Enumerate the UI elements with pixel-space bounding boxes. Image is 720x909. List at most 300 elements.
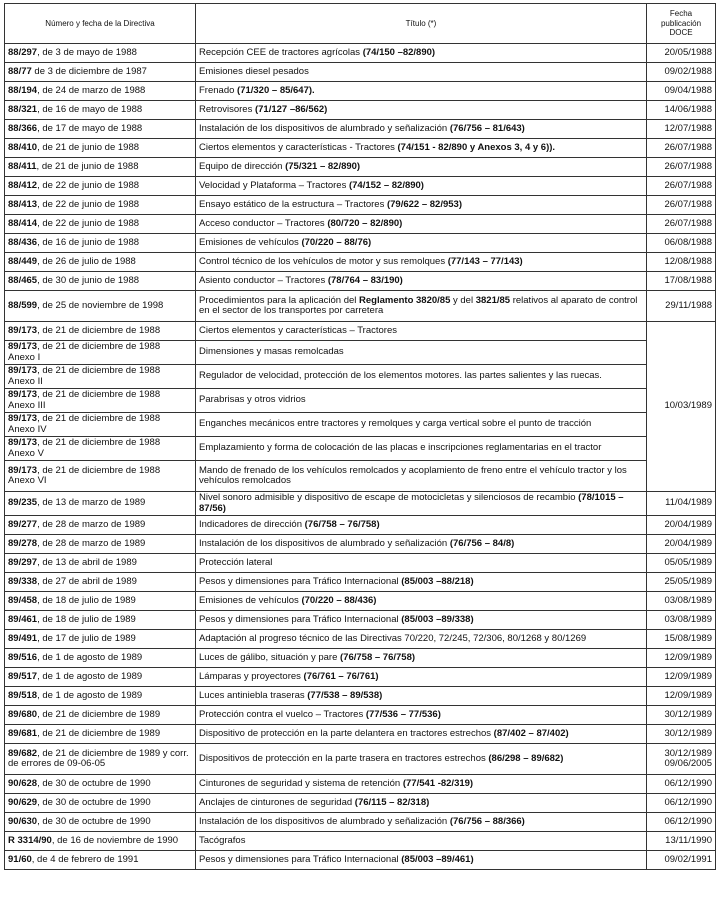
title-reference: (76/761 – 76/761) xyxy=(303,670,379,682)
title-text: Instalación de los dispositivos de alumbrado y señalización xyxy=(199,537,450,549)
directive-number: 89/491 xyxy=(8,632,38,644)
directive-number-date xyxy=(5,389,196,413)
directive-number: 88/321 xyxy=(8,103,38,115)
table-row xyxy=(5,687,716,706)
directive-title xyxy=(196,82,647,101)
directive-number-date xyxy=(5,341,196,365)
directive-number-date xyxy=(5,649,196,668)
directive-number-date xyxy=(5,44,196,63)
directive-date: , de 1 de agosto de 1989 xyxy=(37,689,143,701)
title-reference: (76/758 – 76/758) xyxy=(304,518,380,530)
title-text: Enganches mecánicos entre tractores y remolques y carga vertical sobre el punto de tracción xyxy=(199,418,592,430)
table-row xyxy=(5,82,716,101)
table-row xyxy=(5,492,716,516)
publication-date: 12/07/1988 xyxy=(647,120,716,139)
publication-date: 29/11/1988 xyxy=(647,291,716,322)
directive-title xyxy=(196,322,647,341)
directive-title xyxy=(196,120,647,139)
table-row xyxy=(5,668,716,687)
directive-number-date xyxy=(5,215,196,234)
directive-date: , de 21 de diciembre de 1989 y corr. de errores de 09-06-05 xyxy=(8,747,189,769)
directive-number-date xyxy=(5,744,196,775)
title-reference: (86/298 – 89/682) xyxy=(488,752,564,764)
title-text: Acceso conductor – Tractores xyxy=(199,217,328,229)
directive-number-date xyxy=(5,63,196,82)
directive-number-date xyxy=(5,535,196,554)
directive-date: , de 26 de julio de 1988 xyxy=(37,255,136,267)
directive-date: , de 1 de agosto de 1989 xyxy=(37,651,143,663)
publication-date: 06/12/1990 xyxy=(647,775,716,794)
directive-title xyxy=(196,413,647,437)
publication-date: 11/04/1989 xyxy=(647,492,716,516)
directive-title xyxy=(196,461,647,492)
title-text: Anclajes de cinturones de seguridad xyxy=(199,796,355,808)
table-row xyxy=(5,851,716,870)
title-reference: (76/756 – 88/366) xyxy=(449,815,525,827)
directive-number-date xyxy=(5,177,196,196)
title-text: Emisiones diesel pesados xyxy=(199,65,309,77)
directive-number-date xyxy=(5,82,196,101)
directive-title xyxy=(196,687,647,706)
directives-table xyxy=(4,3,716,870)
directive-number: 88/449 xyxy=(8,255,38,267)
table-row xyxy=(5,706,716,725)
directive-number: 89/458 xyxy=(8,594,38,606)
directive-title xyxy=(196,706,647,725)
directive-title xyxy=(196,851,647,870)
directive-number-date xyxy=(5,611,196,630)
directive-number-date xyxy=(5,101,196,120)
header-title: Título (*) xyxy=(196,4,647,44)
table-row xyxy=(5,139,716,158)
publication-date: 03/08/1989 xyxy=(647,611,716,630)
directive-number: 89/173 xyxy=(8,413,38,424)
title-reference: (85/003 –88/218) xyxy=(401,575,474,587)
directive-number-date xyxy=(5,272,196,291)
directive-number: 88/465 xyxy=(8,274,38,286)
directive-number: 89/516 xyxy=(8,651,38,663)
table-row xyxy=(5,253,716,272)
directive-title xyxy=(196,177,647,196)
table-row xyxy=(5,177,716,196)
directive-date: , de 16 de junio de 1988 xyxy=(37,236,140,248)
directive-number: 90/630 xyxy=(8,815,38,827)
title-reference: (76/756 – 81/643) xyxy=(449,122,525,134)
directive-number: 88/411 xyxy=(8,160,37,172)
directive-title xyxy=(196,630,647,649)
directive-number: 89/173 xyxy=(8,365,38,376)
publication-date: 17/08/1988 xyxy=(647,272,716,291)
publication-date: 30/12/1989 xyxy=(647,725,716,744)
directive-number: 89/173 xyxy=(8,464,38,476)
table-row xyxy=(5,413,716,437)
table-row xyxy=(5,101,716,120)
directive-title xyxy=(196,492,647,516)
directive-number: 89/338 xyxy=(8,575,38,587)
directive-date: , de 22 de junio de 1988 xyxy=(37,179,140,191)
directive-number-date xyxy=(5,775,196,794)
table-row xyxy=(5,389,716,413)
title-text: Emisiones de vehículos xyxy=(199,594,302,606)
directive-title xyxy=(196,437,647,461)
table-row xyxy=(5,611,716,630)
directive-date: , de 21 de diciembre de 1989 xyxy=(37,727,161,739)
title-reference: (71/127 –86/562) xyxy=(254,103,328,115)
directive-number: 89/297 xyxy=(8,556,38,568)
directive-number-date xyxy=(5,461,196,492)
table-row xyxy=(5,120,716,139)
directive-date: , de 21 de junio de 1988 xyxy=(37,141,140,153)
title-reference: (75/321 – 82/890) xyxy=(285,160,361,172)
directive-title xyxy=(196,554,647,573)
title-text: Ciertos elementos y características – Tractores xyxy=(199,324,397,336)
directive-number-date xyxy=(5,554,196,573)
table-row xyxy=(5,234,716,253)
table-row xyxy=(5,437,716,461)
directive-date: , de 21 de diciembre de 1988 Anexo VI xyxy=(8,464,161,486)
title-reference: Reglamento 3820/85 xyxy=(359,294,451,306)
directive-title xyxy=(196,44,647,63)
directive-number: 89/173 xyxy=(8,324,38,336)
directive-number-date xyxy=(5,832,196,851)
directive-date: , de 17 de julio de 1989 xyxy=(37,632,136,644)
directive-date: , de 21 de junio de 1988 xyxy=(36,160,139,172)
table-header-row xyxy=(5,4,716,44)
directive-title xyxy=(196,196,647,215)
directive-number-date xyxy=(5,668,196,687)
title-text: y del xyxy=(450,294,476,306)
directive-date: , de 25 de noviembre de 1998 xyxy=(37,299,164,311)
publication-date: 15/08/1989 xyxy=(647,630,716,649)
directive-number-date xyxy=(5,322,196,341)
directive-number-date xyxy=(5,813,196,832)
title-reference: (70/220 – 88/76) xyxy=(301,236,372,248)
directive-number-date xyxy=(5,687,196,706)
title-text: Instalación de los dispositivos de alumbrado y señalización xyxy=(199,815,450,827)
table-row xyxy=(5,215,716,234)
publication-date: 30/12/1989 xyxy=(647,706,716,725)
title-text: Ciertos elementos y características - Tractores xyxy=(199,141,398,153)
directive-number-date xyxy=(5,592,196,611)
title-reference: (85/003 –89/338) xyxy=(401,613,474,625)
title-text: Control técnico de los vehículos de motor y sus remolques xyxy=(199,255,448,267)
directive-number: 89/278 xyxy=(8,537,38,549)
table-row xyxy=(5,44,716,63)
directive-date: , de 27 de abril de 1989 xyxy=(37,575,137,587)
publication-date: 26/07/1988 xyxy=(647,158,716,177)
directive-number: 88/77 xyxy=(8,65,32,77)
directive-title xyxy=(196,744,647,775)
directive-number: 89/173 xyxy=(8,437,38,448)
title-reference: (77/541 -82/319) xyxy=(402,777,474,789)
header-publication-date: Fecha publicación DOCE xyxy=(647,4,716,44)
table-row xyxy=(5,158,716,177)
title-text: Luces de gálibo, situación y pare xyxy=(199,651,341,663)
directive-title xyxy=(196,215,647,234)
title-reference: 3821/85 xyxy=(475,294,511,306)
title-reference: (77/538 – 89/538) xyxy=(307,689,383,701)
table-row xyxy=(5,744,716,775)
table-row xyxy=(5,322,716,341)
publication-date: 26/07/1988 xyxy=(647,196,716,215)
directive-number: R 3314/90 xyxy=(8,834,52,846)
title-reference: (74/151 - 82/890 y Anexos 3, 4 y 6)). xyxy=(397,141,556,153)
title-text: Lámparas y proyectores xyxy=(199,670,304,682)
directive-number: 89/517 xyxy=(8,670,38,682)
directive-date: , de 30 de junio de 1988 xyxy=(37,274,140,286)
directive-date: , de 17 de mayo de 1988 xyxy=(37,122,143,134)
directive-date: , de 22 de junio de 1988 xyxy=(37,198,140,210)
directive-number-date xyxy=(5,253,196,272)
table-row xyxy=(5,832,716,851)
directive-number-date xyxy=(5,413,196,437)
title-text: Mando de frenado de los vehículos remolcados y acoplamiento de freno entre el vehículo tractor y los vehículos remolcados xyxy=(199,464,627,486)
title-reference: (77/143 – 77/143) xyxy=(447,255,523,267)
title-text: Recepción CEE de tractores agrícolas xyxy=(199,46,363,58)
table-row xyxy=(5,649,716,668)
table-body xyxy=(5,44,716,870)
table-row xyxy=(5,813,716,832)
title-reference: (76/758 – 76/758) xyxy=(340,651,416,663)
title-text: Dispositivos de protección en la parte trasera en tractores estrechos xyxy=(199,752,489,764)
publication-date: 12/09/1989 xyxy=(647,649,716,668)
publication-date: 13/11/1990 xyxy=(647,832,716,851)
directive-date: de 3 de diciembre de 1987 xyxy=(31,65,147,77)
publication-date: 12/09/1989 xyxy=(647,687,716,706)
title-reference: (76/115 – 82/318) xyxy=(354,796,430,808)
title-text: Velocidad y Plataforma – Tractores xyxy=(199,179,349,191)
publication-date: 12/09/1989 xyxy=(647,668,716,687)
directive-title xyxy=(196,592,647,611)
title-text: Protección contra el vuelco – Tractores xyxy=(199,708,366,720)
title-reference: (79/622 – 82/953) xyxy=(386,198,462,210)
title-text: Dimensiones y masas remolcadas xyxy=(199,346,344,358)
table-row xyxy=(5,365,716,389)
directive-title xyxy=(196,668,647,687)
table-row xyxy=(5,63,716,82)
publication-date: 30/12/1989 09/06/2005 xyxy=(647,744,716,775)
directive-date: , de 13 de marzo de 1989 xyxy=(37,497,146,509)
publication-date: 06/08/1988 xyxy=(647,234,716,253)
title-text: relativos al aparato de control en el sector de los transportes por carretera xyxy=(199,294,638,316)
directive-number: 89/681 xyxy=(8,727,38,739)
title-reference: (85/003 –89/461) xyxy=(401,853,474,865)
directive-number-date xyxy=(5,516,196,535)
directive-title xyxy=(196,139,647,158)
directive-date: , de 16 de noviembre de 1990 xyxy=(51,834,179,846)
directive-number: 90/629 xyxy=(8,796,38,808)
directive-date: , de 21 de diciembre de 1989 xyxy=(37,708,161,720)
title-text: Pesos y dimensiones para Tráfico Internacional xyxy=(199,575,402,587)
title-text: Emisiones de vehículos xyxy=(199,236,302,248)
directive-title xyxy=(196,794,647,813)
directive-date: , de 21 de diciembre de 1988 Anexo I xyxy=(8,341,161,363)
directive-number: 88/413 xyxy=(8,198,38,210)
directive-title xyxy=(196,775,647,794)
directive-title xyxy=(196,389,647,413)
title-text: Retrovisores xyxy=(199,103,255,115)
directive-date: , de 18 de julio de 1989 xyxy=(37,613,136,625)
directive-date: , de 21 de diciembre de 1988 xyxy=(37,324,161,336)
directive-number-date xyxy=(5,573,196,592)
table-row xyxy=(5,272,716,291)
title-text: Equipo de dirección xyxy=(199,160,286,172)
title-reference: (77/536 – 77/536) xyxy=(365,708,441,720)
table-row xyxy=(5,291,716,322)
publication-date: 06/12/1990 xyxy=(647,794,716,813)
table-row xyxy=(5,535,716,554)
table-row xyxy=(5,725,716,744)
title-reference: (76/756 – 84/8) xyxy=(449,537,515,549)
title-reference: (74/152 – 82/890) xyxy=(348,179,424,191)
directive-title xyxy=(196,234,647,253)
title-text: Adaptación al progreso técnico de las Directivas 70/220, 72/245, 72/306, 80/1268 y 80/1269 xyxy=(199,632,587,644)
directive-title xyxy=(196,341,647,365)
directive-number: 90/628 xyxy=(8,777,38,789)
publication-date: 26/07/1988 xyxy=(647,139,716,158)
title-text: Luces antiniebla traseras xyxy=(199,689,308,701)
directive-number-date xyxy=(5,725,196,744)
table-row xyxy=(5,630,716,649)
directive-number: 88/297 xyxy=(8,46,38,58)
publication-date: 09/02/1988 xyxy=(647,63,716,82)
directive-title xyxy=(196,813,647,832)
directive-title xyxy=(196,649,647,668)
title-text: Cinturones de seguridad y sistema de retención xyxy=(199,777,403,789)
directive-date: , de 28 de marzo de 1989 xyxy=(37,537,146,549)
title-text: Regulador de velocidad, protección de los elementos motores. las partes salientes y las ruecas. xyxy=(199,370,602,382)
directive-title xyxy=(196,365,647,389)
title-text: Ensayo estático de la estructura – Tractores xyxy=(199,198,387,210)
directive-number: 89/682 xyxy=(8,747,38,759)
title-text: Indicadores de dirección xyxy=(199,518,305,530)
title-text: Parabrisas y otros vidrios xyxy=(199,394,306,406)
header-number-date: Número y fecha de la Directiva xyxy=(5,4,196,44)
directive-number: 88/436 xyxy=(8,236,38,248)
table-row xyxy=(5,516,716,535)
title-reference: (78/1015 –87/56) xyxy=(199,492,624,514)
title-reference: (71/320 – 85/647). xyxy=(237,84,315,96)
table-row xyxy=(5,775,716,794)
directive-number: 88/410 xyxy=(8,141,38,153)
directive-date: , de 13 de abril de 1989 xyxy=(37,556,137,568)
publication-date-merged: 10/03/1989 xyxy=(647,322,716,492)
publication-date: 09/02/1991 xyxy=(647,851,716,870)
directive-date: , de 3 de mayo de 1988 xyxy=(37,46,137,58)
directive-title xyxy=(196,272,647,291)
directive-number-date xyxy=(5,196,196,215)
table-row xyxy=(5,196,716,215)
directive-date: , de 21 de diciembre de 1988 Anexo V xyxy=(8,437,161,459)
title-reference: (78/764 – 83/190) xyxy=(327,274,403,286)
directive-title xyxy=(196,158,647,177)
publication-date: 26/07/1988 xyxy=(647,215,716,234)
title-reference: (87/402 – 87/402) xyxy=(493,727,569,739)
title-text: Asiento conductor – Tractores xyxy=(199,274,328,286)
directive-date: , de 30 de octubre de 1990 xyxy=(37,777,151,789)
directive-number: 89/461 xyxy=(8,613,38,625)
directive-number: 88/366 xyxy=(8,122,38,134)
title-text: Emplazamiento y forma de colocación de las placas e inscripciones reglamentarias en el tractor xyxy=(199,442,602,454)
directive-date: , de 28 de marzo de 1989 xyxy=(37,518,146,530)
table-row xyxy=(5,573,716,592)
table-row xyxy=(5,592,716,611)
directive-number: 88/194 xyxy=(8,84,38,96)
directive-date: , de 1 de agosto de 1989 xyxy=(37,670,143,682)
directive-title xyxy=(196,573,647,592)
directive-number: 88/414 xyxy=(8,217,38,229)
directive-date: , de 21 de diciembre de 1988 Anexo IV xyxy=(8,413,161,435)
directive-number-date xyxy=(5,492,196,516)
title-text: Procedimientos para la aplicación del xyxy=(199,294,360,306)
directive-number-date xyxy=(5,365,196,389)
directive-number: 88/412 xyxy=(8,179,38,191)
title-text: Pesos y dimensiones para Tráfico Internacional xyxy=(199,853,402,865)
directive-number-date xyxy=(5,794,196,813)
directive-title xyxy=(196,535,647,554)
directive-number-date xyxy=(5,139,196,158)
directive-date: , de 30 de octubre de 1990 xyxy=(37,815,151,827)
directive-number-date xyxy=(5,630,196,649)
directive-number: 89/235 xyxy=(8,497,38,509)
title-text: Frenado xyxy=(199,84,238,96)
directive-number: 89/277 xyxy=(8,518,38,530)
directive-date: , de 4 de febrero de 1991 xyxy=(31,853,139,865)
directive-number-date xyxy=(5,706,196,725)
publication-date: 25/05/1989 xyxy=(647,573,716,592)
directive-title xyxy=(196,611,647,630)
directive-title xyxy=(196,516,647,535)
table-row xyxy=(5,554,716,573)
title-text: Nivel sonoro admisible y dispositivo de escape de motocicletas y silenciosos de recambio xyxy=(199,492,579,503)
directive-title xyxy=(196,832,647,851)
directive-number-date xyxy=(5,120,196,139)
directive-number: 91/60 xyxy=(8,853,32,865)
directive-number-date xyxy=(5,234,196,253)
directive-number-date xyxy=(5,437,196,461)
directive-number-date xyxy=(5,158,196,177)
publication-date: 20/04/1989 xyxy=(647,535,716,554)
directive-title xyxy=(196,101,647,120)
directive-date: , de 21 de diciembre de 1988 Anexo II xyxy=(8,365,161,387)
table-row xyxy=(5,461,716,492)
title-text: Dispositivo de protección en la parte delantera en tractores estrechos xyxy=(199,727,494,739)
publication-date: 09/04/1988 xyxy=(647,82,716,101)
publication-date: 12/08/1988 xyxy=(647,253,716,272)
publication-date: 05/05/1989 xyxy=(647,554,716,573)
directive-title xyxy=(196,63,647,82)
directive-title xyxy=(196,253,647,272)
publication-date: 20/04/1989 xyxy=(647,516,716,535)
directive-date: , de 18 de julio de 1989 xyxy=(37,594,136,606)
directive-number-date xyxy=(5,851,196,870)
directive-title xyxy=(196,725,647,744)
publication-date: 14/06/1988 xyxy=(647,101,716,120)
directive-number: 89/173 xyxy=(8,389,38,400)
publication-date: 20/05/1988 xyxy=(647,44,716,63)
directive-date: , de 21 de diciembre de 1988 Anexo III xyxy=(8,389,161,411)
table-row xyxy=(5,341,716,365)
directive-date: , de 16 de mayo de 1988 xyxy=(37,103,143,115)
directive-date: , de 24 de marzo de 1988 xyxy=(37,84,146,96)
title-text: Tacógrafos xyxy=(199,834,246,846)
directive-number: 88/599 xyxy=(8,299,38,311)
title-text: Pesos y dimensiones para Tráfico Internacional xyxy=(199,613,402,625)
title-reference: (70/220 – 88/436) xyxy=(301,594,377,606)
publication-date: 26/07/1988 xyxy=(647,177,716,196)
directive-number: 89/680 xyxy=(8,708,38,720)
directive-date: , de 30 de octubre de 1990 xyxy=(37,796,151,808)
